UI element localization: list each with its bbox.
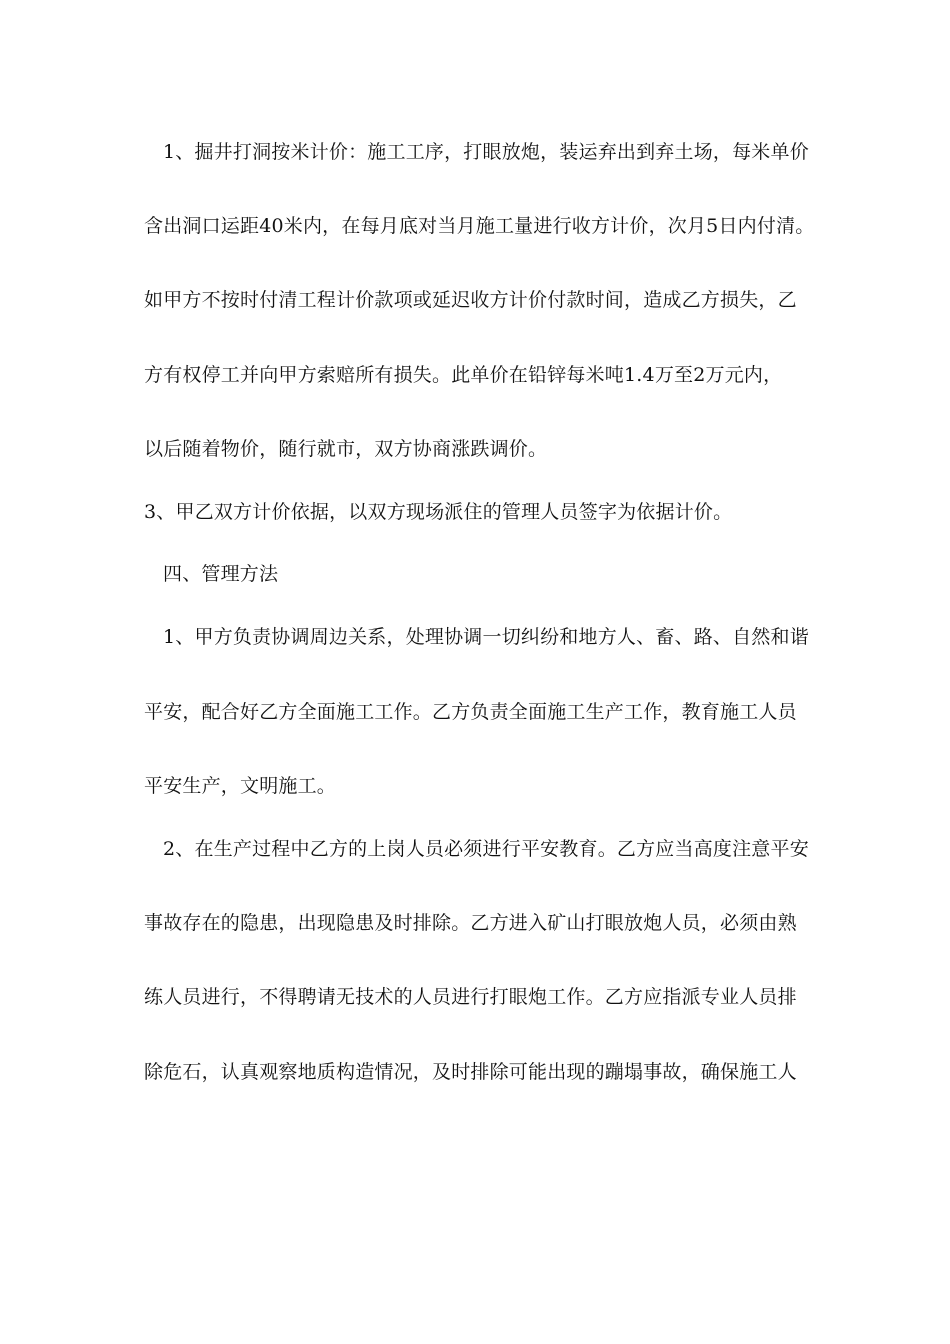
paragraph-line: 以后随着物价，随行就市，双方协商涨跌调价。 bbox=[144, 438, 548, 460]
paragraph-line: 1、甲方负责协调周边关系，处理协调一切纠纷和地方人、畜、路、自然和谐 bbox=[163, 626, 809, 648]
paragraph-line: 平安生产，文明施工。 bbox=[144, 775, 337, 797]
paragraph-line: 除危石，认真观察地质构造情况，及时排除可能出现的蹦塌事故，确保施工人 bbox=[144, 1061, 797, 1083]
paragraph-line: 事故存在的隐患，出现隐患及时排除。乙方进入矿山打眼放炮人员，必须由熟 bbox=[144, 912, 797, 934]
paragraph-line: 如甲方不按时付清工程计价款项或延迟收方计价付款时间，造成乙方损失，乙 bbox=[144, 289, 797, 311]
paragraph-line: 2、在生产过程中乙方的上岗人员必须进行平安教育。乙方应当高度注意平安 bbox=[163, 838, 809, 860]
paragraph-line: 练人员进行，不得聘请无技术的人员进行打眼炮工作。乙方应指派专业人员排 bbox=[144, 986, 797, 1008]
paragraph-line: 含出洞口运距40米内，在每月底对当月施工量进行收方计价，次月5日内付清。 bbox=[144, 215, 815, 237]
section-heading: 四、管理方法 bbox=[163, 563, 279, 585]
paragraph-line: 1、掘井打洞按米计价：施工工序，打眼放炮，装运弃出到弃土场，每米单价 bbox=[163, 141, 809, 163]
paragraph-line: 平安，配合好乙方全面施工工作。乙方负责全面施工生产工作，教育施工人员 bbox=[144, 701, 797, 723]
paragraph-line: 3、甲乙双方计价依据，以双方现场派住的管理人员签字为依据计价。 bbox=[144, 501, 733, 523]
paragraph-line: 方有权停工并向甲方索赔所有损失。此单价在铅锌每米吨1.4万至2万元内， bbox=[144, 364, 783, 386]
